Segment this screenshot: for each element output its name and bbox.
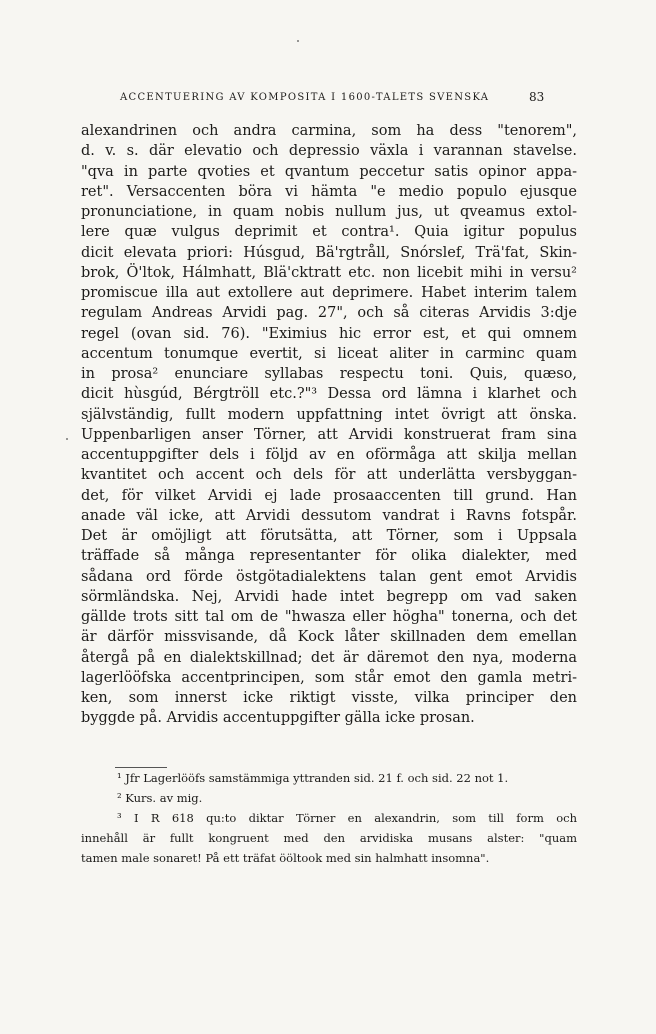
text-line: regulam Andreas Arvidi pag. 27", och så citeras Arvidis 3:dje [81,305,577,322]
paper-speck [66,438,68,440]
text-line: pronunciatione, in quam nobis nullum jus, ut qveamus extol- [81,204,577,220]
text-line: ken, som innerst icke riktigt visste, vilka principer den [81,690,577,706]
text-line: dicit hùsgúd, Bérgtröll etc.?"³ Dessa ord lämna i klarhet och [81,386,577,403]
text-line: lere quæ vulgus deprimit et contra¹. Quia igitur populus [81,224,577,241]
text-line: sörmländska. Nej, Arvidi hade intet begrepp om vad saken [81,588,577,605]
text-line: Uppenbarligen anser Törner, att Arvidi konstruerat fram sina [81,426,577,443]
text-line: ret". Versaccenten böra vi hämta "e medio populo ejusque [81,183,577,200]
text-line: alexandrinen och andra carmina, som ha dess "tenorem", [81,123,577,139]
text-line: det, för vilket Arvidi ej lade prosaaccenten till grund. Han [81,487,577,504]
footnotes [81,768,577,868]
text-line: byggde på. Arvidis accentuppgifter gälla icke prosan. [81,710,475,727]
text-line: accentum tonumque evertit, si liceat aliter in carminc quam [81,345,577,362]
text-line: gällde trots sitt tal om de "hwasza eller högha" tonerna, och det [81,609,577,625]
text-line: kvantitet och accent och dels för att underlätta versbyggan- [81,467,577,484]
text-line: accentuppgifter dels i följd av en oförmåga att skilja mellan [81,447,577,463]
text-line: återgå på en dialektskillnad; det är däremot den nya, moderna [81,649,577,666]
text-line: brok, Ö'ltok, Hálmhatt, Blä'cktratt etc. non licebit mihi in versu² [81,264,577,281]
text-line: regel (ovan sid. 76). "Eximius hic error est, et qui omnem [81,325,577,342]
text-line: anade väl icke, att Arvidi dessutom vandrat i Ravns fotspår. [81,507,577,524]
text-line: in prosa² enunciare syllabas respectu toni. Quis, quæso, [81,366,577,382]
footnote: ¹ Jfr Lagerlööfs samstämmiga yttranden sid. 21 f. och sid. 22 not 1. [117,771,509,785]
text-line: Det är omöjligt att förutsätta, att Törner, som i Uppsala [81,528,577,544]
text-line: d. v. s. där elevatio och depressio växla i varannan stavelse. [81,143,577,160]
footnote-continuation: tamen male sonaret! På ett träfat ööltook med sin halmhatt insomna". [81,851,490,865]
text-line: dicit elevata priori: Húsgud, Bä'rgtråll, Snórslef, Trä'fat, Skin- [81,244,577,261]
body-text [81,121,577,729]
footnote-continuation: innehåll är fullt kongruent med den arvidiska musans alster: "quam [81,831,577,845]
footnote: ² Kurs. av mig. [117,791,203,805]
running-header: ACCENTUERING AV KOMPOSITA I 1600-TALETS SVENSKA [120,92,490,103]
page-number: 83 [529,90,545,104]
text-line: "qva in parte qvoties et qvantum peccetur satis opinor appa- [81,163,577,180]
paper-speck [297,40,299,42]
text-line: träffade så många representanter för olika dialekter, med [81,548,577,565]
text-line: lagerlööfska accentprincipen, som står emot den gamla metri- [81,669,577,686]
text-line: sådana ord förde östgötadialektens talan gent emot Arvidis [81,568,577,585]
text-line: promiscue illa aut extollere aut deprimere. Habet interim talem [81,285,577,301]
text-line: självständig, fullt modern uppfattning intet övrigt att önska. [81,406,577,423]
footnote: ³ I R 618 qu:to diktar Törner en alexandrin, som till form och [117,811,577,825]
text-line: är därför missvisande, då Kock låter skillnaden dem emellan [81,629,577,646]
